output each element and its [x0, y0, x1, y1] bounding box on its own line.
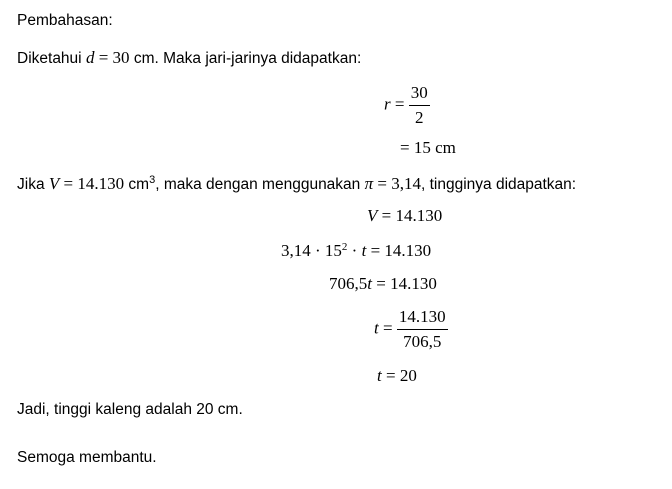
var-t-result: t [377, 366, 382, 385]
v-unit-exponent: 3 [149, 174, 156, 186]
var-d: d [85, 48, 95, 67]
fraction-30-over-2 [409, 83, 430, 128]
v-value: = 14.130 [59, 174, 125, 193]
v-unit: cm [124, 176, 150, 193]
volume-mid: , maka dengan menggunakan [155, 176, 365, 193]
706-rhs: = 14.130 [371, 274, 437, 293]
sub-rhs: = 14.130 [366, 241, 432, 260]
equation-substitution [281, 240, 431, 262]
d-value: = 30 [94, 48, 130, 67]
conclusion: Jadi, tinggi kaleng adalah 20 cm. [17, 401, 243, 418]
var-pi: π [364, 174, 374, 193]
denominator: 2 [414, 108, 424, 127]
var-t-706: t [367, 274, 372, 293]
fraction-14130-over-7065 [397, 307, 448, 352]
given-volume-line [17, 174, 576, 195]
denominator-t: 706,5 [403, 332, 442, 351]
volume-prefix: Jika [17, 176, 49, 193]
sub-dot: · [347, 241, 362, 260]
equation-t-result [377, 365, 417, 387]
equation-r-fraction [384, 83, 430, 128]
given-diameter-line [17, 48, 361, 69]
var-t-sub: t [361, 241, 367, 260]
equals-sign-t: = [378, 318, 397, 338]
sub-exponent: 2 [341, 241, 348, 253]
volume-suffix: , tingginya didapatkan: [420, 176, 577, 193]
pi-value: = 3,14 [373, 174, 421, 193]
given-prefix: Diketahui [17, 50, 86, 67]
equation-v [367, 205, 442, 227]
equation-t-fraction [374, 307, 448, 352]
equation-r-result: = 15 cm [400, 138, 456, 157]
equals-sign: = [390, 94, 409, 114]
var-v: V [48, 174, 60, 193]
numerator: 30 [409, 83, 430, 106]
var-r: r [384, 94, 391, 114]
sub-coef: 3,14 · 15 [281, 241, 342, 260]
v-rhs: = 14.130 [377, 206, 443, 225]
given-suffix: cm. Maka jari-jarinya didapatkan: [129, 50, 362, 67]
equation-706 [329, 273, 437, 295]
t-rhs: = 20 [381, 366, 417, 385]
heading: Pembahasan: [17, 12, 113, 29]
var-v-eq: V [367, 206, 378, 225]
closing: Semoga membantu. [17, 449, 157, 466]
var-t-frac: t [374, 318, 379, 338]
coef-706: 706,5 [329, 274, 368, 293]
numerator-t: 14.130 [397, 307, 448, 330]
